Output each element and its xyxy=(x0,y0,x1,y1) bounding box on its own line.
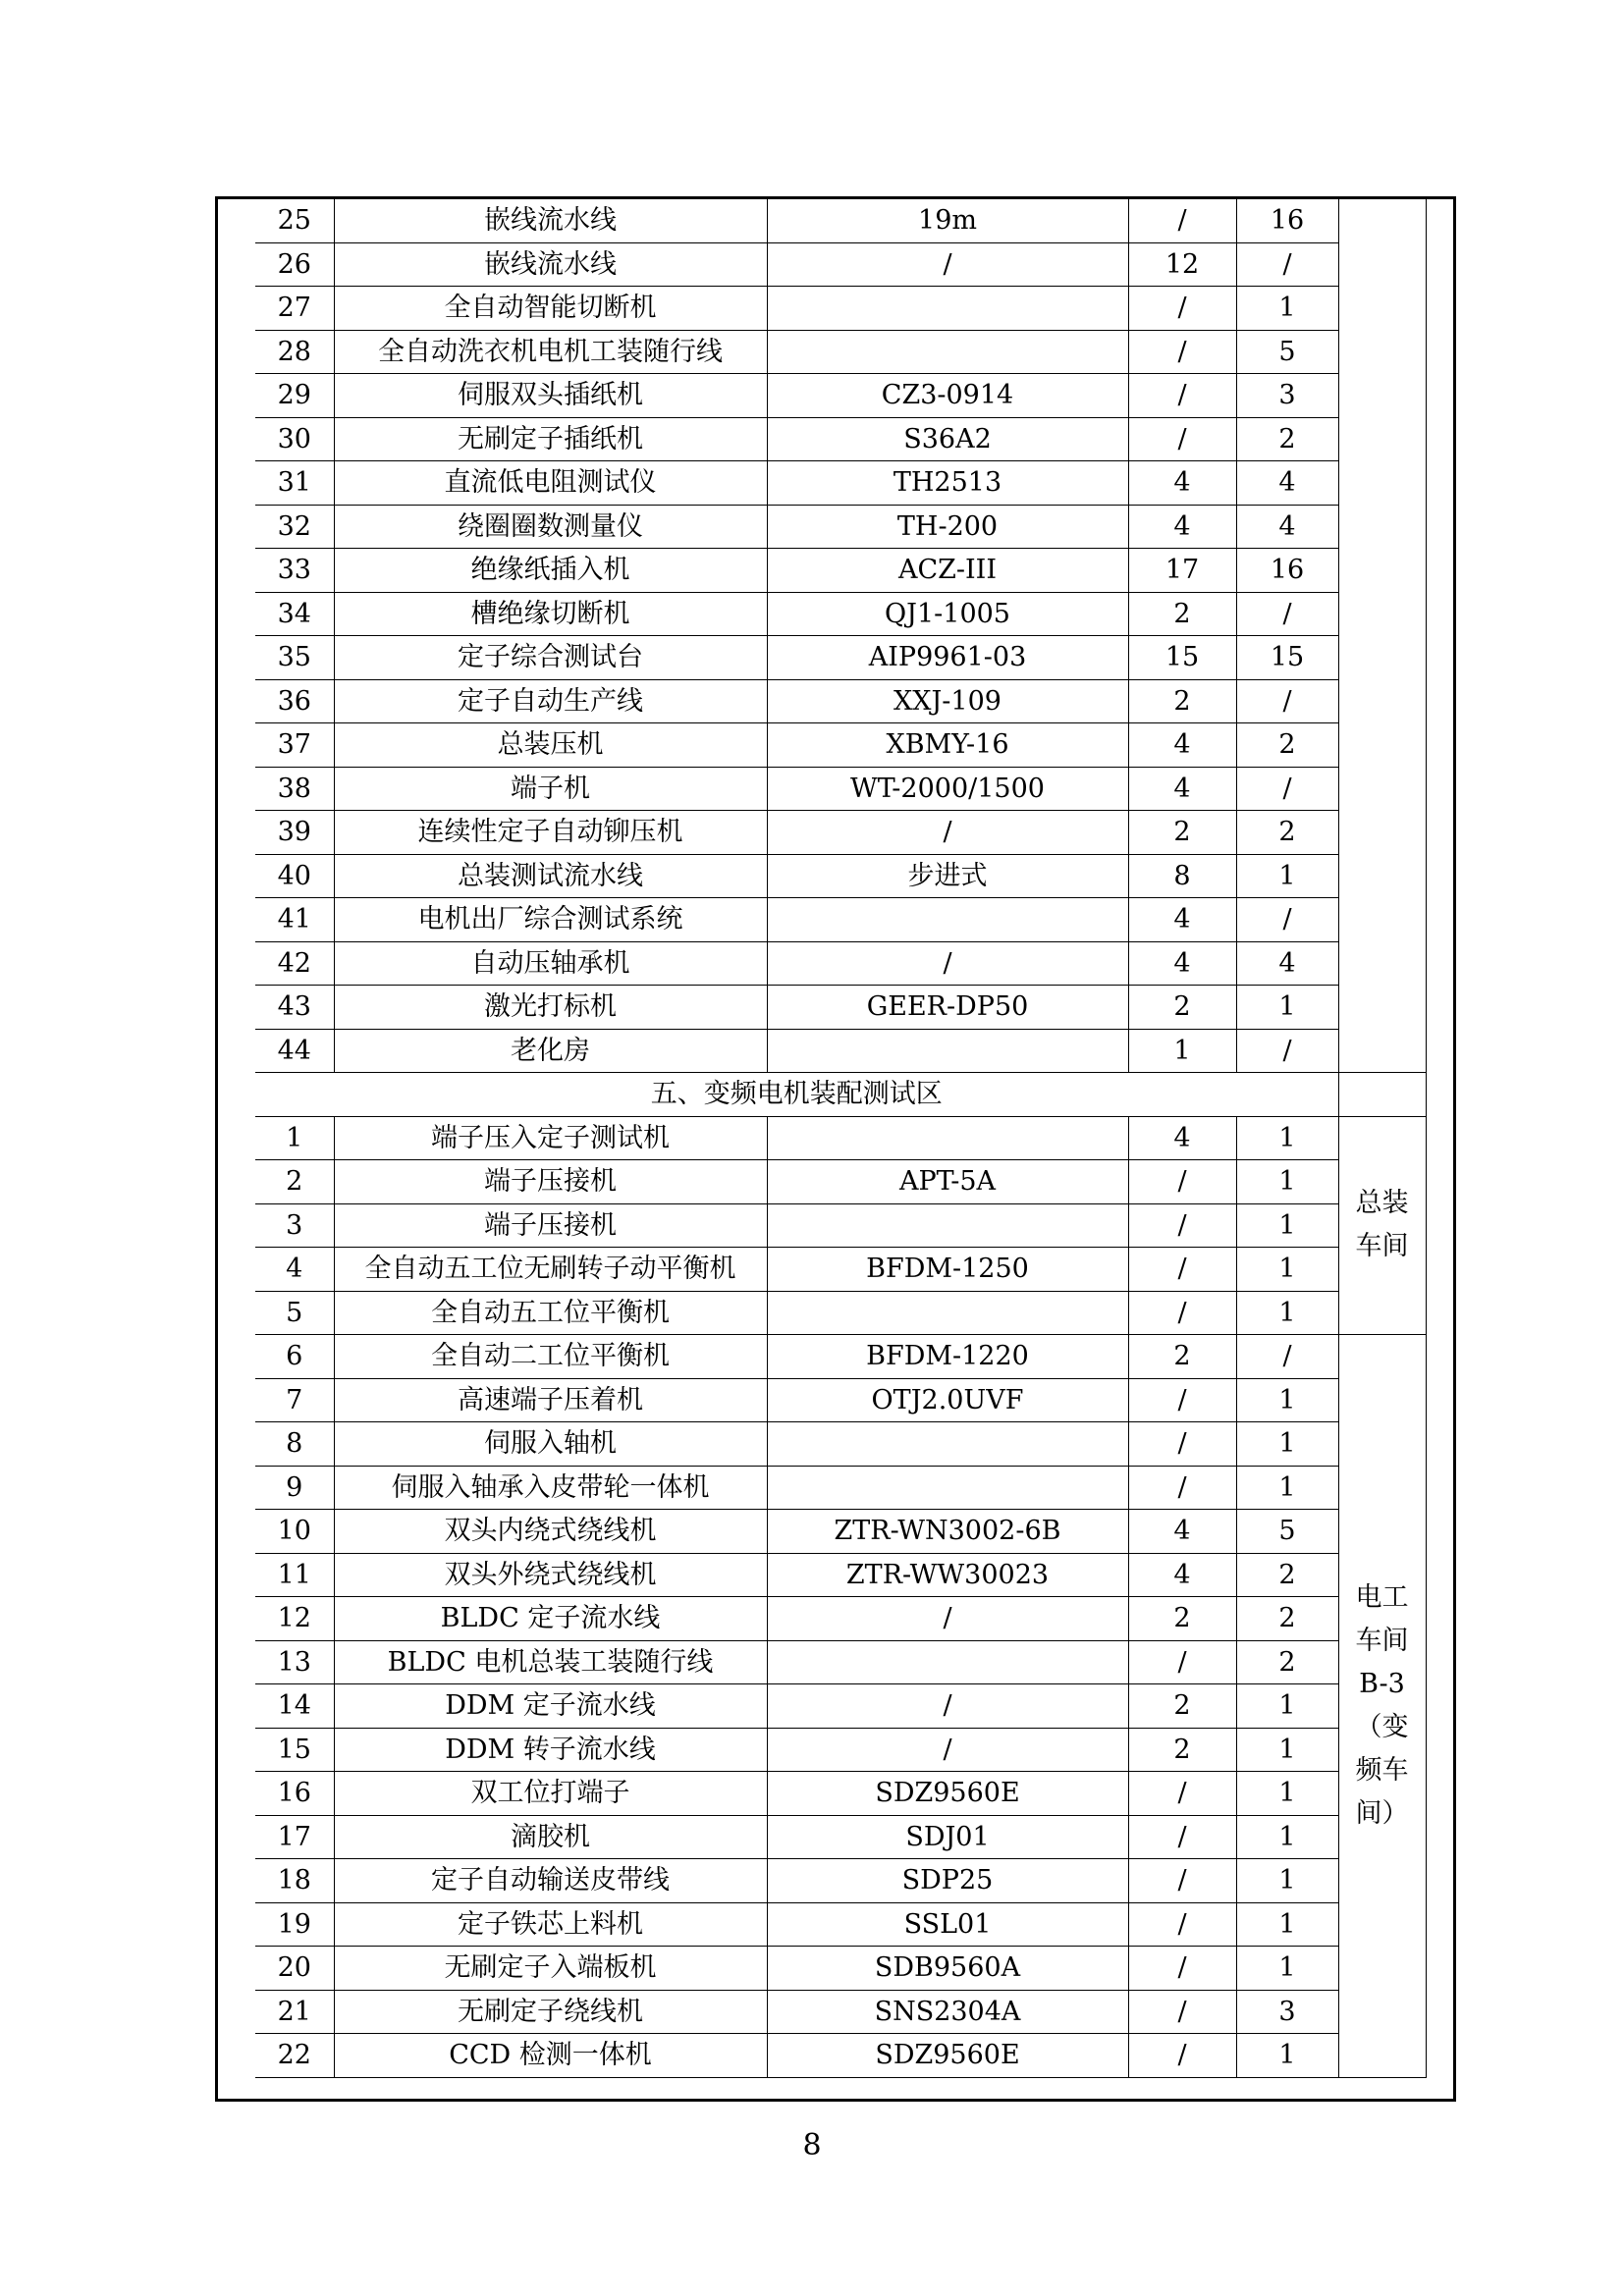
model-cell: WT-2000/1500 xyxy=(767,767,1128,811)
quantity-cell: 2 xyxy=(1128,592,1236,636)
model-cell: TH-200 xyxy=(767,505,1128,549)
model-cell: SSL01 xyxy=(767,1902,1128,1947)
quantity-cell: 4 xyxy=(1236,505,1338,549)
quantity-cell: 1 xyxy=(1236,1116,1338,1160)
row-number-cell: 37 xyxy=(255,723,334,768)
quantity-cell: / xyxy=(1128,1990,1236,2034)
equipment-name-cell: 伺服入轴机 xyxy=(334,1422,767,1467)
table-row xyxy=(255,1902,1426,1947)
quantity-cell: 1 xyxy=(1236,1859,1338,1903)
quantity-cell: / xyxy=(1128,199,1236,242)
row-number-cell: 38 xyxy=(255,767,334,811)
location-cell: 总装车间 xyxy=(1338,1116,1426,1335)
model-cell: CZ3-0914 xyxy=(767,374,1128,418)
row-number-cell: 16 xyxy=(255,1772,334,1816)
equipment-name-cell: 绝缘纸插入机 xyxy=(334,549,767,593)
table-row xyxy=(255,636,1426,680)
quantity-cell: 1 xyxy=(1236,1684,1338,1729)
quantity-cell: 4 xyxy=(1128,1510,1236,1554)
quantity-cell: 4 xyxy=(1128,723,1236,768)
location-cell-empty xyxy=(1338,1073,1426,1117)
equipment-name-cell: 双头外绕式绕线机 xyxy=(334,1553,767,1597)
row-number-cell: 8 xyxy=(255,1422,334,1467)
table-row xyxy=(255,854,1426,898)
quantity-cell: 1 xyxy=(1236,1378,1338,1422)
row-number-cell: 10 xyxy=(255,1510,334,1554)
model-cell: BFDM-1250 xyxy=(767,1248,1128,1292)
model-cell: SNS2304A xyxy=(767,1990,1128,2034)
quantity-cell: / xyxy=(1128,287,1236,331)
table-row xyxy=(255,1203,1426,1248)
quantity-cell: 2 xyxy=(1236,1597,1338,1641)
model-cell: SDP25 xyxy=(767,1859,1128,1903)
table-row xyxy=(255,1466,1426,1510)
quantity-cell: 1 xyxy=(1236,1902,1338,1947)
quantity-cell: 2 xyxy=(1236,811,1338,855)
equipment-name-cell: 无刷定子插纸机 xyxy=(334,417,767,461)
table-row xyxy=(255,374,1426,418)
quantity-cell: 2 xyxy=(1128,811,1236,855)
equipment-name-cell: 定子综合测试台 xyxy=(334,636,767,680)
quantity-cell: / xyxy=(1236,1029,1338,1073)
quantity-cell: 4 xyxy=(1128,1116,1236,1160)
model-cell xyxy=(767,1203,1128,1248)
row-number-cell: 22 xyxy=(255,2034,334,2078)
quantity-cell: / xyxy=(1128,1859,1236,1903)
quantity-cell: 1 xyxy=(1236,1466,1338,1510)
quantity-cell: 2 xyxy=(1128,1728,1236,1772)
equipment-name-cell: 连续性定子自动铆压机 xyxy=(334,811,767,855)
model-cell: S36A2 xyxy=(767,417,1128,461)
quantity-cell: 4 xyxy=(1128,898,1236,942)
quantity-cell: 2 xyxy=(1236,417,1338,461)
quantity-cell: 2 xyxy=(1236,1640,1338,1684)
row-number-cell: 35 xyxy=(255,636,334,680)
quantity-cell: / xyxy=(1236,242,1338,287)
table-row xyxy=(255,941,1426,986)
table-row xyxy=(255,1422,1426,1467)
equipment-name-cell: 定子自动输送皮带线 xyxy=(334,1859,767,1903)
page-number: 8 xyxy=(802,2128,822,2163)
quantity-cell: / xyxy=(1128,1902,1236,1947)
equipment-table-body xyxy=(255,199,1426,2077)
table-row xyxy=(255,1947,1426,1991)
quantity-cell: 1 xyxy=(1236,1947,1338,1991)
section-header-row xyxy=(255,1073,1426,1117)
model-cell xyxy=(767,287,1128,331)
model-cell: QJ1-1005 xyxy=(767,592,1128,636)
row-number-cell: 26 xyxy=(255,242,334,287)
quantity-cell: 4 xyxy=(1236,941,1338,986)
equipment-name-cell: 嵌线流水线 xyxy=(334,242,767,287)
quantity-cell: 1 xyxy=(1236,1203,1338,1248)
table-row xyxy=(255,811,1426,855)
model-cell: SDB9560A xyxy=(767,1947,1128,1991)
quantity-cell: 1 xyxy=(1236,1160,1338,1204)
quantity-cell: / xyxy=(1128,330,1236,374)
table-row xyxy=(255,1116,1426,1160)
row-number-cell: 1 xyxy=(255,1116,334,1160)
row-number-cell: 18 xyxy=(255,1859,334,1903)
row-number-cell: 43 xyxy=(255,986,334,1030)
equipment-name-cell: 总装测试流水线 xyxy=(334,854,767,898)
equipment-name-cell: 直流低电阻测试仪 xyxy=(334,461,767,506)
table-row xyxy=(255,1990,1426,2034)
quantity-cell: 1 xyxy=(1236,287,1338,331)
quantity-cell: 1 xyxy=(1236,986,1338,1030)
quantity-cell: 2 xyxy=(1128,1684,1236,1729)
quantity-cell: 3 xyxy=(1236,1990,1338,2034)
table-row xyxy=(255,242,1426,287)
quantity-cell: 1 xyxy=(1236,1815,1338,1859)
table-row xyxy=(255,679,1426,723)
equipment-name-cell: 绕圈圈数测量仪 xyxy=(334,505,767,549)
quantity-cell: 4 xyxy=(1128,767,1236,811)
row-number-cell: 12 xyxy=(255,1597,334,1641)
equipment-name-cell: 滴胶机 xyxy=(334,1815,767,1859)
quantity-cell: 15 xyxy=(1128,636,1236,680)
quantity-cell: 2 xyxy=(1128,679,1236,723)
quantity-cell: 4 xyxy=(1128,461,1236,506)
equipment-name-cell: 无刷定子入端板机 xyxy=(334,1947,767,1991)
row-number-cell: 31 xyxy=(255,461,334,506)
table-row xyxy=(255,1335,1426,1379)
quantity-cell: 15 xyxy=(1236,636,1338,680)
quantity-cell: 4 xyxy=(1128,1553,1236,1597)
row-number-cell: 42 xyxy=(255,941,334,986)
table-row xyxy=(255,1378,1426,1422)
equipment-name-cell: DDM 转子流水线 xyxy=(334,1728,767,1772)
equipment-name-cell: 端子压接机 xyxy=(334,1160,767,1204)
row-number-cell: 15 xyxy=(255,1728,334,1772)
equipment-name-cell: 全自动智能切断机 xyxy=(334,287,767,331)
equipment-name-cell: 双头内绕式绕线机 xyxy=(334,1510,767,1554)
quantity-cell: 16 xyxy=(1236,549,1338,593)
equipment-name-cell: 全自动五工位无刷转子动平衡机 xyxy=(334,1248,767,1292)
row-number-cell: 11 xyxy=(255,1553,334,1597)
row-number-cell: 41 xyxy=(255,898,334,942)
quantity-cell: 2 xyxy=(1236,1553,1338,1597)
model-cell xyxy=(767,1640,1128,1684)
model-cell: 19m xyxy=(767,199,1128,242)
quantity-cell: 17 xyxy=(1128,549,1236,593)
row-number-cell: 33 xyxy=(255,549,334,593)
model-cell: ACZ-III xyxy=(767,549,1128,593)
table-row xyxy=(255,1291,1426,1335)
row-number-cell: 32 xyxy=(255,505,334,549)
quantity-cell: 1 xyxy=(1236,1728,1338,1772)
row-number-cell: 4 xyxy=(255,1248,334,1292)
quantity-cell: 2 xyxy=(1128,1597,1236,1641)
table-row xyxy=(255,1815,1426,1859)
quantity-cell: / xyxy=(1128,2034,1236,2078)
quantity-cell: 2 xyxy=(1128,1335,1236,1379)
row-number-cell: 13 xyxy=(255,1640,334,1684)
model-cell: AIP9961-03 xyxy=(767,636,1128,680)
section-title: 五、变频电机装配测试区 xyxy=(255,1073,1338,1117)
model-cell: / xyxy=(767,811,1128,855)
quantity-cell: / xyxy=(1128,417,1236,461)
quantity-cell: / xyxy=(1128,1291,1236,1335)
quantity-cell: 3 xyxy=(1236,374,1338,418)
quantity-cell: / xyxy=(1128,1772,1236,1816)
table-row xyxy=(255,1248,1426,1292)
model-cell: XXJ-109 xyxy=(767,679,1128,723)
row-number-cell: 6 xyxy=(255,1335,334,1379)
location-cell-empty xyxy=(1338,199,1426,1073)
row-number-cell: 28 xyxy=(255,330,334,374)
model-cell: SDJ01 xyxy=(767,1815,1128,1859)
equipment-name-cell: 电机出厂综合测试系统 xyxy=(334,898,767,942)
model-cell xyxy=(767,1116,1128,1160)
table-row xyxy=(255,1859,1426,1903)
equipment-name-cell: BLDC 定子流水线 xyxy=(334,1597,767,1641)
equipment-name-cell: 全自动二工位平衡机 xyxy=(334,1335,767,1379)
table-row xyxy=(255,461,1426,506)
quantity-cell: / xyxy=(1128,1160,1236,1204)
quantity-cell: / xyxy=(1128,374,1236,418)
model-cell: GEER-DP50 xyxy=(767,986,1128,1030)
row-number-cell: 39 xyxy=(255,811,334,855)
equipment-name-cell: 嵌线流水线 xyxy=(334,199,767,242)
row-number-cell: 14 xyxy=(255,1684,334,1729)
equipment-name-cell: 双工位打端子 xyxy=(334,1772,767,1816)
location-cell: 电工车间B-3（变频车间） xyxy=(1338,1335,1426,2078)
model-cell xyxy=(767,1291,1128,1335)
table-row xyxy=(255,592,1426,636)
model-cell: / xyxy=(767,1728,1128,1772)
model-cell: BFDM-1220 xyxy=(767,1335,1128,1379)
table-row xyxy=(255,723,1426,768)
table-row xyxy=(255,2034,1426,2078)
quantity-cell: 1 xyxy=(1236,2034,1338,2078)
equipment-name-cell: 激光打标机 xyxy=(334,986,767,1030)
model-cell: / xyxy=(767,941,1128,986)
row-number-cell: 44 xyxy=(255,1029,334,1073)
equipment-name-cell: 端子压入定子测试机 xyxy=(334,1116,767,1160)
equipment-name-cell: BLDC 电机总装工装随行线 xyxy=(334,1640,767,1684)
table-row xyxy=(255,505,1426,549)
table-row xyxy=(255,1597,1426,1641)
table-row xyxy=(255,1510,1426,1554)
equipment-name-cell: 定子铁芯上料机 xyxy=(334,1902,767,1947)
table-row xyxy=(255,1684,1426,1729)
model-cell: OTJ2.0UVF xyxy=(767,1378,1128,1422)
equipment-name-cell: 端子机 xyxy=(334,767,767,811)
quantity-cell: 2 xyxy=(1236,723,1338,768)
quantity-cell: / xyxy=(1128,1422,1236,1467)
equipment-name-cell: DDM 定子流水线 xyxy=(334,1684,767,1729)
equipment-name-cell: 全自动洗衣机电机工装随行线 xyxy=(334,330,767,374)
quantity-cell: 1 xyxy=(1236,1772,1338,1816)
quantity-cell: / xyxy=(1128,1203,1236,1248)
row-number-cell: 40 xyxy=(255,854,334,898)
quantity-cell: 4 xyxy=(1236,461,1338,506)
equipment-name-cell: 高速端子压着机 xyxy=(334,1378,767,1422)
quantity-cell: / xyxy=(1236,898,1338,942)
quantity-cell: 1 xyxy=(1236,1291,1338,1335)
quantity-cell: 4 xyxy=(1128,505,1236,549)
model-cell xyxy=(767,1422,1128,1467)
model-cell: SDZ9560E xyxy=(767,2034,1128,2078)
equipment-name-cell: 无刷定子绕线机 xyxy=(334,1990,767,2034)
quantity-cell: 1 xyxy=(1236,854,1338,898)
quantity-cell: 1 xyxy=(1128,1029,1236,1073)
equipment-table xyxy=(255,199,1427,2078)
equipment-name-cell: 定子自动生产线 xyxy=(334,679,767,723)
table-row xyxy=(255,1640,1426,1684)
quantity-cell: / xyxy=(1128,1947,1236,1991)
model-cell: ZTR-WN3002-6B xyxy=(767,1510,1128,1554)
table-row xyxy=(255,199,1426,242)
row-number-cell: 25 xyxy=(255,199,334,242)
table-row xyxy=(255,330,1426,374)
quantity-cell: / xyxy=(1128,1248,1236,1292)
table-row xyxy=(255,1160,1426,1204)
row-number-cell: 2 xyxy=(255,1160,334,1204)
row-number-cell: 19 xyxy=(255,1902,334,1947)
quantity-cell: 1 xyxy=(1236,1422,1338,1467)
quantity-cell: 1 xyxy=(1236,1248,1338,1292)
equipment-name-cell: 总装压机 xyxy=(334,723,767,768)
model-cell xyxy=(767,1029,1128,1073)
row-number-cell: 20 xyxy=(255,1947,334,1991)
table-row xyxy=(255,898,1426,942)
row-number-cell: 30 xyxy=(255,417,334,461)
row-number-cell: 36 xyxy=(255,679,334,723)
model-cell: APT-5A xyxy=(767,1160,1128,1204)
row-number-cell: 5 xyxy=(255,1291,334,1335)
model-cell: SDZ9560E xyxy=(767,1772,1128,1816)
equipment-name-cell: 伺服入轴承入皮带轮一体机 xyxy=(334,1466,767,1510)
quantity-cell: / xyxy=(1128,1378,1236,1422)
quantity-cell: 16 xyxy=(1236,199,1338,242)
quantity-cell: 2 xyxy=(1128,986,1236,1030)
model-cell: / xyxy=(767,1684,1128,1729)
row-number-cell: 7 xyxy=(255,1378,334,1422)
quantity-cell: 12 xyxy=(1128,242,1236,287)
row-number-cell: 21 xyxy=(255,1990,334,2034)
table-row xyxy=(255,767,1426,811)
equipment-name-cell: CCD 检测一体机 xyxy=(334,2034,767,2078)
model-cell: / xyxy=(767,1597,1128,1641)
table-row xyxy=(255,549,1426,593)
quantity-cell: / xyxy=(1236,767,1338,811)
quantity-cell: 8 xyxy=(1128,854,1236,898)
quantity-cell: / xyxy=(1236,1335,1338,1379)
equipment-name-cell: 伺服双头插纸机 xyxy=(334,374,767,418)
table-row xyxy=(255,1772,1426,1816)
equipment-name-cell: 自动压轴承机 xyxy=(334,941,767,986)
quantity-cell: / xyxy=(1236,592,1338,636)
quantity-cell: / xyxy=(1128,1466,1236,1510)
row-number-cell: 27 xyxy=(255,287,334,331)
model-cell: TH2513 xyxy=(767,461,1128,506)
row-number-cell: 34 xyxy=(255,592,334,636)
row-number-cell: 3 xyxy=(255,1203,334,1248)
equipment-name-cell: 端子压接机 xyxy=(334,1203,767,1248)
model-cell xyxy=(767,898,1128,942)
table-row xyxy=(255,1728,1426,1772)
equipment-name-cell: 老化房 xyxy=(334,1029,767,1073)
model-cell: ZTR-WW30023 xyxy=(767,1553,1128,1597)
model-cell xyxy=(767,1466,1128,1510)
table-row xyxy=(255,287,1426,331)
table-row xyxy=(255,1553,1426,1597)
row-number-cell: 9 xyxy=(255,1466,334,1510)
model-cell: XBMY-16 xyxy=(767,723,1128,768)
table-row xyxy=(255,417,1426,461)
equipment-name-cell: 槽绝缘切断机 xyxy=(334,592,767,636)
quantity-cell: / xyxy=(1128,1815,1236,1859)
quantity-cell: / xyxy=(1236,679,1338,723)
quantity-cell: / xyxy=(1128,1640,1236,1684)
equipment-name-cell: 全自动五工位平衡机 xyxy=(334,1291,767,1335)
quantity-cell: 5 xyxy=(1236,1510,1338,1554)
quantity-cell: 5 xyxy=(1236,330,1338,374)
table-row xyxy=(255,986,1426,1030)
quantity-cell: 4 xyxy=(1128,941,1236,986)
row-number-cell: 17 xyxy=(255,1815,334,1859)
model-cell: 步进式 xyxy=(767,854,1128,898)
table-row xyxy=(255,1029,1426,1073)
row-number-cell: 29 xyxy=(255,374,334,418)
model-cell xyxy=(767,330,1128,374)
model-cell: / xyxy=(767,242,1128,287)
